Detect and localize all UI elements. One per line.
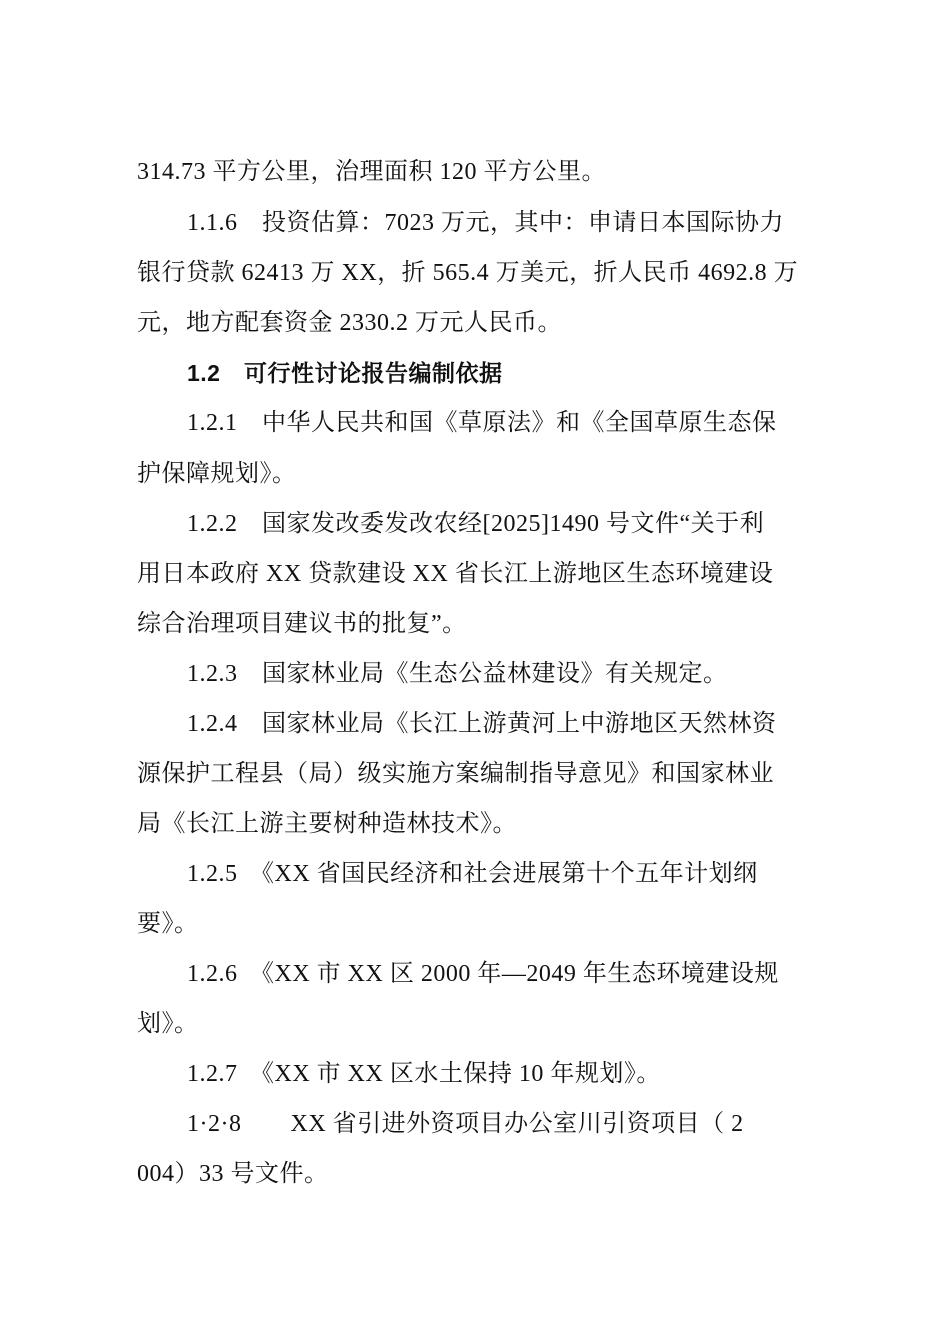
paragraph-line: 综合治理项目建议书的批复”。	[137, 611, 467, 637]
section-1-2-4-line: 1.2.4 国家林业局《长江上游黄河上中游地区天然林资	[187, 711, 777, 737]
paragraph-line: 护保障规划》。	[137, 461, 297, 487]
paragraph-line: 要》。	[137, 911, 199, 937]
paragraph-line: 用日本政府 XX 贷款建设 XX 省长江上游地区生态环境建设	[137, 561, 774, 587]
paragraph-line: 局《长江上游主要树种造林技术》。	[137, 811, 517, 837]
section-1-2-2-line: 1.2.2 国家发改委发改农经[2025]1490 号文件“关于利	[187, 511, 765, 537]
paragraph-line: 银行贷款 62413 万 XX，折 565.4 万美元，折人民币 4692.8 万	[137, 260, 799, 286]
section-1-2-5-line: 1.2.5 《XX 省国民经济和社会进展第十个五年计划纲	[187, 861, 758, 887]
section-heading-1-2: 1.2 可行性讨论报告编制依据	[187, 360, 503, 386]
section-1-2-6-line: 1.2.6 《XX 市 XX 区 2000 年—2049 年生态环境建设规	[187, 961, 779, 987]
section-1-2-3-line: 1.2.3 国家林业局《生态公益林建设》有关规定。	[187, 661, 728, 687]
paragraph-line: 004）33 号文件。	[137, 1161, 329, 1187]
paragraph-line: 314.73 平方公里，治理面积 120 平方公里。	[137, 159, 606, 185]
section-1-2-7-line: 1.2.7 《XX 市 XX 区水土保持 10 年规划》。	[187, 1061, 661, 1087]
section-1-2-8-line: 1·2·8 XX 省引进外资项目办公室川引资项目（ 2	[187, 1111, 744, 1137]
paragraph-line: 元，地方配套资金 2330.2 万元人民币。	[137, 310, 562, 336]
paragraph-line: 划》。	[137, 1011, 199, 1037]
paragraph-line: 源保护工程县（局）级实施方案编制指导意见》和国家林业	[137, 761, 774, 787]
section-1-1-6-line: 1.1.6 投资估算：7023 万元，其中：申请日本国际协力	[187, 210, 784, 236]
section-1-2-1-line: 1.2.1 中华人民共和国《草原法》和《全国草原生态保	[187, 410, 777, 436]
